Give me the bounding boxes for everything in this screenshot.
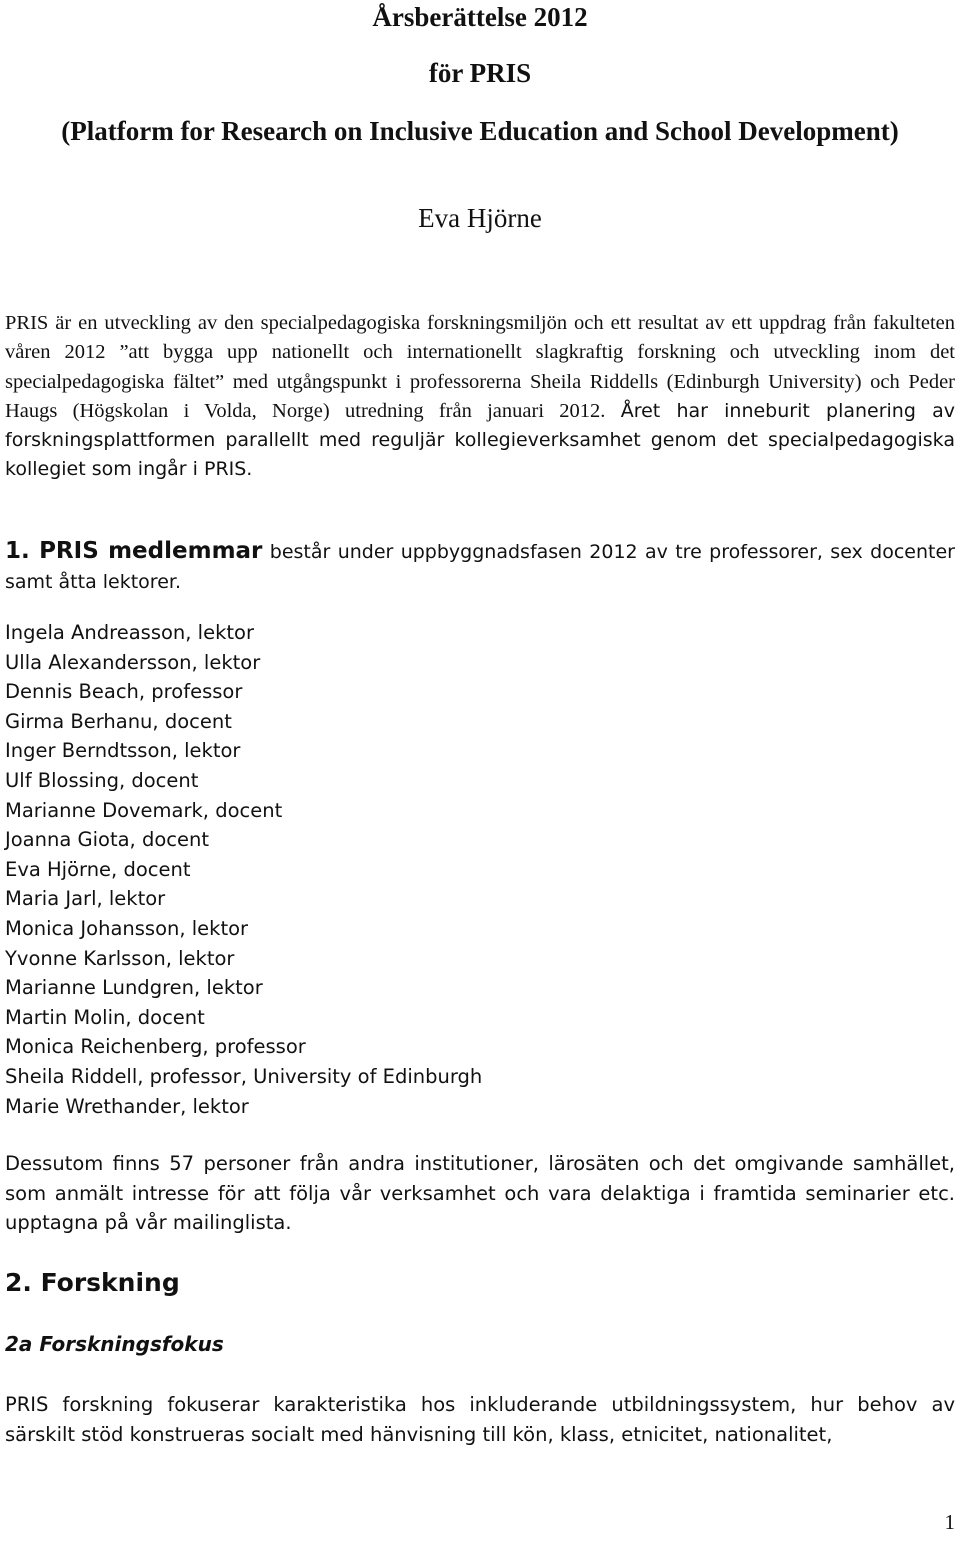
member-list-item: Marianne Dovemark, docent bbox=[5, 798, 283, 822]
member-list-item: Marie Wrethander, lektor bbox=[5, 1094, 249, 1118]
member-list-item: Ulla Alexandersson, lektor bbox=[5, 650, 261, 674]
member-list-item: Yvonne Karlsson, lektor bbox=[5, 946, 235, 970]
member-list-item: Monica Johansson, lektor bbox=[5, 916, 249, 940]
member-list-item: Eva Hjörne, docent bbox=[5, 857, 191, 881]
author-name: Eva Hjörne bbox=[418, 203, 542, 233]
member-list-item: Sheila Riddell, professor, University of Edinburgh bbox=[5, 1064, 483, 1088]
member-list-item: Marianne Lundgren, lektor bbox=[5, 976, 263, 1000]
member-list bbox=[5, 618, 482, 1121]
document-subtitle: för PRIS bbox=[428, 58, 532, 88]
member-list-item: Ingela Andreasson, lektor bbox=[5, 621, 254, 644]
member-list-item: Girma Berhanu, docent bbox=[5, 709, 232, 733]
intro-text-b: Året har inneburit planering av forskningsplattformen parallellt med reguljär kollegieverksamhet genom det specialpedagogiska kollegiet som ingår i PRIS. bbox=[5, 399, 955, 481]
intro-paragraph bbox=[5, 309, 955, 485]
section1-text: består under uppbyggnadsfasen 2012 av tre professorer, sex docenter samt åtta lektorer. bbox=[5, 541, 955, 593]
intro-text-a: PRIS är en utveckling av den specialpedagogiska forskningsmiljön och ett resultat av ett uppdrag från fakulteten våren 2012 ”att bygga upp nationellt och internationellt slagkraftig forskning och utveckling inom det specialpedagogiska fältet” med utgångspunkt i professorerna Sheila Riddells (Edinburgh University) och Peder Haugs (Högskolan i Volda, Norge) utredning från januari 2012. bbox=[5, 312, 955, 422]
member-list-item: Inger Berndtsson, lektor bbox=[5, 739, 241, 763]
member-list-item: Ulf Blossing, docent bbox=[5, 768, 199, 792]
section2-heading: 2. Forskning bbox=[5, 1268, 180, 1297]
page-number: 1 bbox=[944, 1510, 955, 1534]
section1-heading: 1. PRIS medlemmar bbox=[5, 538, 263, 564]
member-list-item: Martin Molin, docent bbox=[5, 1005, 205, 1029]
member-list-item: Dennis Beach, professor bbox=[5, 680, 243, 704]
member-list-item: Monica Reichenberg, professor bbox=[5, 1035, 306, 1059]
document-subtitle-full-name: (Platform for Research on Inclusive Education and School Development) bbox=[61, 116, 899, 146]
section1-paragraph bbox=[5, 537, 955, 597]
mailing-list-paragraph: Dessutom finns 57 personer från andra institutioner, lärosäten och det omgivande samhället, som anmält intresse för att följa vår verksamhet och vara delaktiga i framtida seminarier etc. upptagna på vår mailinglista. bbox=[5, 1152, 955, 1235]
document-title: Årsberättelse 2012 bbox=[372, 2, 588, 32]
section2a-heading: 2a Forskningsfokus bbox=[5, 1332, 224, 1356]
member-list-item: Maria Jarl, lektor bbox=[5, 887, 166, 911]
research-focus-paragraph: PRIS forskning fokuserar karakteristika hos inkluderande utbildningssystem, hur behov av särskilt stöd konstrueras socialt med hänvisning till kön, klass, etnicitet, nationalitet, bbox=[5, 1393, 955, 1446]
member-list-item: Joanna Giota, docent bbox=[5, 828, 209, 852]
